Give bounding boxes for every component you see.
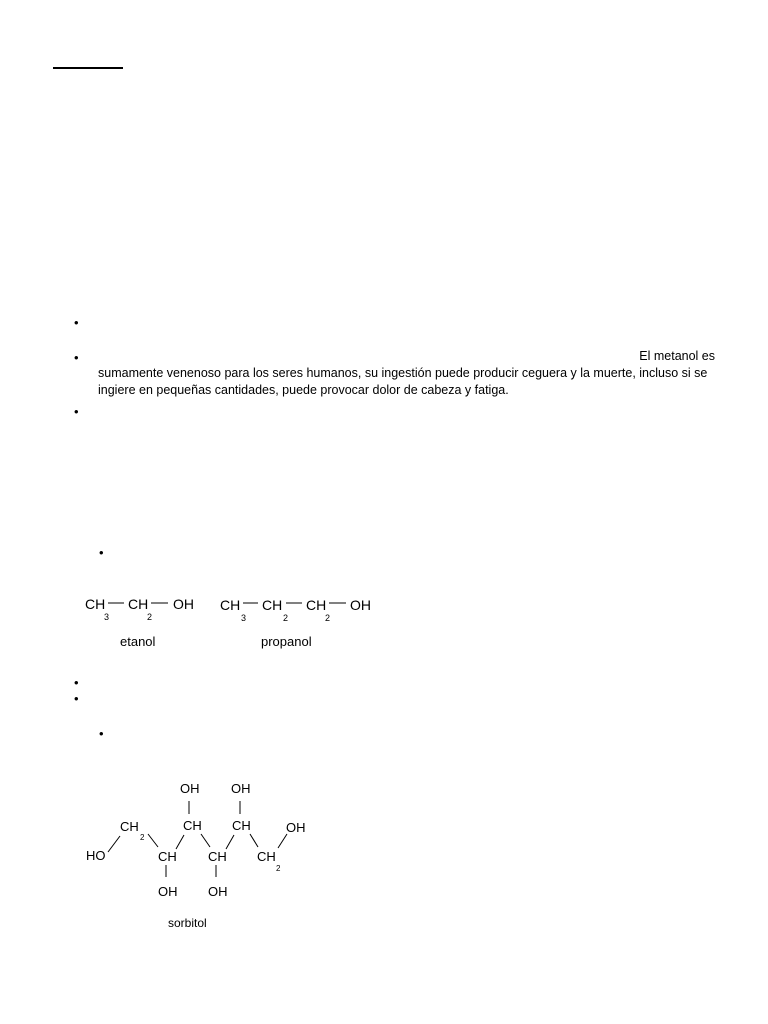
propanol-ch2-a: CH	[262, 597, 283, 613]
sorbitol-bond-5	[226, 835, 234, 849]
paragraph-line-1: El metanol es	[639, 349, 715, 363]
sorbitol-oh-a: OH	[158, 884, 178, 899]
bullet-2: •	[74, 350, 79, 365]
propanol-structure	[220, 597, 371, 649]
sorbitol-ch-d: CH	[232, 818, 251, 833]
sorbitol-bond-3	[176, 835, 184, 849]
sorbitol-structure	[86, 781, 306, 930]
sorbitol-ch2-left: CH	[120, 819, 139, 834]
bullet-7: •	[99, 726, 104, 741]
ethanol-ch3: CH	[85, 596, 106, 612]
sorbitol-ch2-right: CH	[257, 849, 276, 864]
sorbitol-ch2-right-subscript: 2	[276, 864, 281, 873]
sorbitol-bond-7	[278, 834, 287, 848]
bullet-5: •	[74, 675, 79, 690]
propanol-ch2-a-subscript: 2	[283, 613, 289, 623]
sorbitol-bond-6	[250, 834, 258, 847]
ethanol-ch2: CH	[128, 596, 149, 612]
ethanol-ch3-subscript: 3	[104, 612, 110, 622]
sorbitol-ho: HO	[86, 848, 106, 863]
sorbitol-label: sorbitol	[168, 916, 207, 930]
bullet-3: •	[74, 404, 79, 419]
sorbitol-oh-d: OH	[231, 781, 251, 796]
sorbitol-ch-c: CH	[208, 849, 227, 864]
ethanol-ch2-subscript: 2	[147, 612, 153, 622]
sorbitol-bond-2	[148, 834, 158, 847]
sorbitol-ch-b: CH	[183, 818, 202, 833]
propanol-ch2-b: CH	[306, 597, 327, 613]
paragraph-line-2: sumamente venenoso para los seres humanos, su ingestión puede producir ceguera y la muerte, incluso si se	[98, 366, 708, 380]
sorbitol-oh-c: OH	[208, 884, 228, 899]
propanol-ch2-b-subscript: 2	[325, 613, 331, 623]
bullet-4: •	[99, 545, 104, 560]
bullet-1: •	[74, 315, 79, 330]
sorbitol-bond-4	[201, 834, 210, 847]
ethanol-oh: OH	[173, 596, 194, 612]
sorbitol-ch-a: CH	[158, 849, 177, 864]
propanol-ch3: CH	[220, 597, 241, 613]
ethanol-label: etanol	[120, 634, 156, 649]
sorbitol-oh-b: OH	[180, 781, 200, 796]
propanol-label: propanol	[261, 634, 312, 649]
ethanol-structure	[85, 596, 194, 649]
paragraph-line-3: ingiere en pequeñas cantidades, puede provocar dolor de cabeza y fatiga.	[98, 383, 509, 397]
sorbitol-ch2-left-subscript: 2	[140, 833, 145, 842]
sorbitol-oh-end: OH	[286, 820, 306, 835]
propanol-ch3-subscript: 3	[241, 613, 247, 623]
sorbitol-bond-1	[108, 836, 120, 852]
propanol-oh: OH	[350, 597, 371, 613]
bullet-6: •	[74, 691, 79, 706]
